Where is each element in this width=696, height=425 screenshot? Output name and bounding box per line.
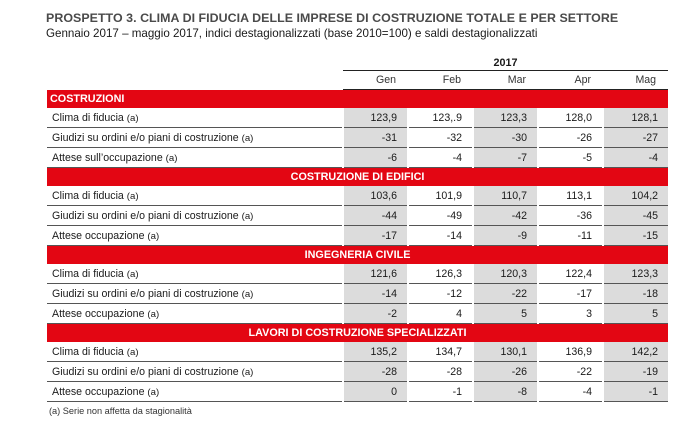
section-title: COSTRUZIONI — [47, 90, 668, 109]
section-header-row — [47, 90, 668, 109]
value-cell-feb: -4 — [408, 148, 473, 168]
table-row — [47, 362, 668, 382]
value-cell-mag: -4 — [603, 148, 668, 168]
table-row — [47, 382, 668, 402]
value-cell-feb: -28 — [408, 362, 473, 382]
value-cell-mag: 128,1 — [603, 108, 668, 128]
table-row — [47, 284, 668, 304]
note-marker: (a) — [241, 366, 254, 378]
confidence-table — [47, 56, 668, 402]
value-cell-gen: -17 — [343, 226, 408, 246]
year-header-row — [47, 56, 668, 71]
value-cell-mar: 130,1 — [473, 342, 538, 362]
value-cell-apr: 3 — [538, 304, 603, 324]
note-marker: (a) — [241, 132, 254, 144]
value-cell-mag: -45 — [603, 206, 668, 226]
value-cell-mar: 5 — [473, 304, 538, 324]
row-label: Clima di fiducia — [52, 267, 124, 280]
value-cell-mag: -27 — [603, 128, 668, 148]
value-cell-apr: 136,9 — [538, 342, 603, 362]
value-cell-feb: -1 — [408, 382, 473, 402]
month-header-feb: Feb — [408, 71, 473, 90]
section-header-row — [47, 246, 668, 265]
table-row — [47, 304, 668, 324]
value-cell-apr: -36 — [538, 206, 603, 226]
value-cell-feb: 123,.9 — [408, 108, 473, 128]
footnote: (a) Serie non affetta da stagionalità — [49, 406, 192, 416]
row-label-cell — [47, 264, 343, 284]
value-cell-gen: 135,2 — [343, 342, 408, 362]
value-cell-mag: 123,3 — [603, 264, 668, 284]
note-marker: (a) — [147, 230, 160, 242]
row-label-cell — [47, 206, 343, 226]
value-cell-gen: -6 — [343, 148, 408, 168]
value-cell-feb: -32 — [408, 128, 473, 148]
row-label-cell — [47, 382, 343, 402]
value-cell-mar: -22 — [473, 284, 538, 304]
value-cell-apr: -17 — [538, 284, 603, 304]
value-cell-gen: 123,9 — [343, 108, 408, 128]
month-header-row — [47, 71, 668, 90]
note-marker: (a) — [126, 346, 139, 358]
row-label: Attese sull’occupazione — [52, 151, 163, 164]
note-marker: (a) — [126, 268, 139, 280]
row-label: Attese occupazione — [52, 229, 145, 242]
row-label: Clima di fiducia — [52, 111, 124, 124]
value-cell-mar: -8 — [473, 382, 538, 402]
value-cell-mag: 5 — [603, 304, 668, 324]
value-cell-mag: -1 — [603, 382, 668, 402]
note-marker: (a) — [147, 308, 160, 320]
value-cell-mar: 120,3 — [473, 264, 538, 284]
value-cell-mar: -9 — [473, 226, 538, 246]
value-cell-mag: 104,2 — [603, 186, 668, 206]
value-cell-mag: -15 — [603, 226, 668, 246]
section-header-row — [47, 168, 668, 187]
value-cell-apr: 128,0 — [538, 108, 603, 128]
value-cell-gen: -2 — [343, 304, 408, 324]
value-cell-mar: -7 — [473, 148, 538, 168]
value-cell-feb: 126,3 — [408, 264, 473, 284]
row-label: Clima di fiducia — [52, 189, 124, 202]
year-header: 2017 — [343, 56, 668, 71]
row-label-cell — [47, 128, 343, 148]
month-header-mag: Mag — [603, 71, 668, 90]
table-row — [47, 342, 668, 362]
month-header-mar: Mar — [473, 71, 538, 90]
table-row — [47, 206, 668, 226]
report-title: PROSPETTO 3. CLIMA DI FIDUCIA DELLE IMPRESE DI COSTRUZIONE TOTALE E PER SETTORE — [46, 11, 619, 25]
value-cell-gen: 0 — [343, 382, 408, 402]
row-label-cell — [47, 108, 343, 128]
confidence-table-container — [47, 56, 668, 402]
row-label-cell — [47, 186, 343, 206]
value-cell-apr: -4 — [538, 382, 603, 402]
value-cell-gen: -14 — [343, 284, 408, 304]
row-label-cell — [47, 304, 343, 324]
value-cell-apr: 113,1 — [538, 186, 603, 206]
row-label: Giudizi su ordini e/o piani di costruzione — [52, 131, 239, 144]
value-cell-gen: -31 — [343, 128, 408, 148]
value-cell-mar: -42 — [473, 206, 538, 226]
value-cell-apr: -5 — [538, 148, 603, 168]
value-cell-apr: -26 — [538, 128, 603, 148]
month-header-apr: Apr — [538, 71, 603, 90]
value-cell-gen: 121,6 — [343, 264, 408, 284]
note-marker: (a) — [241, 210, 254, 222]
value-cell-feb: 134,7 — [408, 342, 473, 362]
section-title: LAVORI DI COSTRUZIONE SPECIALIZZATI — [47, 324, 668, 343]
value-cell-feb: 4 — [408, 304, 473, 324]
table-row — [47, 128, 668, 148]
table-row — [47, 264, 668, 284]
table-row — [47, 226, 668, 246]
row-label: Giudizi su ordini e/o piani di costruzione — [52, 287, 239, 300]
note-marker: (a) — [126, 112, 139, 124]
value-cell-feb: 101,9 — [408, 186, 473, 206]
note-marker: (a) — [241, 288, 254, 300]
value-cell-apr: 122,4 — [538, 264, 603, 284]
table-row — [47, 108, 668, 128]
row-label: Attese occupazione — [52, 307, 145, 320]
row-label-cell — [47, 342, 343, 362]
row-label-cell — [47, 226, 343, 246]
report-subtitle: Gennaio 2017 – maggio 2017, indici destagionalizzati (base 2010=100) e saldi destagionalizzati — [46, 27, 538, 40]
row-label: Giudizi su ordini e/o piani di costruzione — [52, 365, 239, 378]
value-cell-apr: -22 — [538, 362, 603, 382]
value-cell-mag: 142,2 — [603, 342, 668, 362]
table-row — [47, 186, 668, 206]
value-cell-feb: -12 — [408, 284, 473, 304]
section-header-row — [47, 324, 668, 343]
value-cell-mar: -26 — [473, 362, 538, 382]
value-cell-mag: -18 — [603, 284, 668, 304]
row-label: Giudizi su ordini e/o piani di costruzione — [52, 209, 239, 222]
row-label: Attese occupazione — [52, 385, 145, 398]
value-cell-mar: 123,3 — [473, 108, 538, 128]
value-cell-mag: -19 — [603, 362, 668, 382]
value-cell-feb: -49 — [408, 206, 473, 226]
note-marker: (a) — [126, 190, 139, 202]
row-label: Clima di fiducia — [52, 345, 124, 358]
row-label-cell — [47, 362, 343, 382]
table-row — [47, 148, 668, 168]
section-title: INGEGNERIA CIVILE — [47, 246, 668, 265]
row-label-cell — [47, 284, 343, 304]
row-label-cell — [47, 148, 343, 168]
section-title: COSTRUZIONE DI EDIFICI — [47, 168, 668, 187]
value-cell-feb: -14 — [408, 226, 473, 246]
value-cell-apr: -11 — [538, 226, 603, 246]
note-marker: (a) — [147, 386, 160, 398]
value-cell-mar: -30 — [473, 128, 538, 148]
month-header-gen: Gen — [343, 71, 408, 90]
value-cell-mar: 110,7 — [473, 186, 538, 206]
value-cell-gen: 103,6 — [343, 186, 408, 206]
value-cell-gen: -28 — [343, 362, 408, 382]
value-cell-gen: -44 — [343, 206, 408, 226]
note-marker: (a) — [165, 152, 178, 164]
